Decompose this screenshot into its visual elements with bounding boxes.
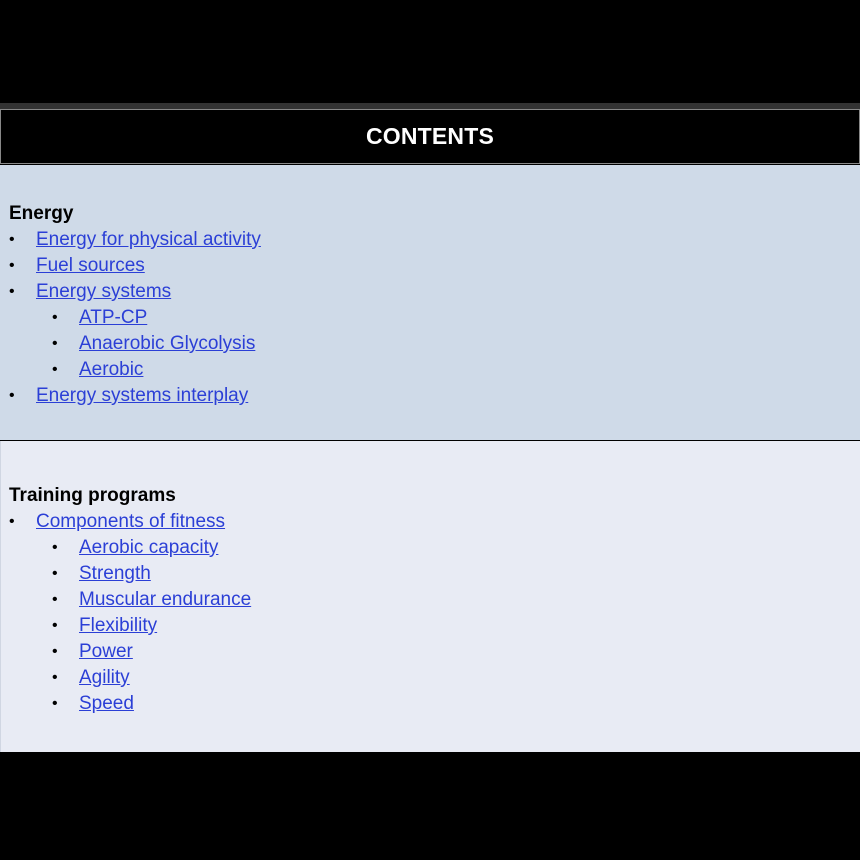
bullet-icon: • [9,387,15,404]
list-item [9,331,256,357]
bullet-icon: • [52,309,58,326]
bullet-icon: • [52,565,58,582]
section-training-programs [0,441,860,752]
bullet-icon: • [9,283,15,300]
bullet-icon: • [52,539,58,556]
bullet-icon: • [52,361,58,378]
section-energy [0,165,860,440]
bullet-icon: • [52,695,58,712]
link-agility[interactable]: Agility [79,667,130,688]
bullet-icon: • [52,669,58,686]
link-strength[interactable]: Strength [79,563,151,584]
section-title-training: Training programs [9,485,176,506]
link-energy-systems[interactable]: Energy systems [36,281,172,302]
bullet-icon: • [9,257,15,274]
list-item [9,639,176,665]
link-aerobic[interactable]: Aerobic [79,359,144,380]
list-item [9,691,176,717]
list-item [9,587,252,613]
bullet-icon: • [52,617,58,634]
bullet-icon: • [9,231,15,248]
list-item [9,509,226,535]
list-item [9,613,176,639]
list-item [9,561,176,587]
list-item [9,535,219,561]
link-anaerobic-glycolysis[interactable]: Anaerobic Glycolysis [79,333,256,354]
training-list [9,483,252,717]
list-item [9,383,249,409]
link-flexibility[interactable]: Flexibility [79,615,158,636]
bullet-icon: • [52,643,58,660]
section-title-energy: Energy [9,203,74,224]
list-item [9,357,144,383]
link-components-of-fitness[interactable]: Components of fitness [36,511,226,532]
contents-header [0,109,860,164]
link-muscular-endurance[interactable]: Muscular endurance [79,589,252,610]
bullet-icon: • [52,335,58,352]
bullet-icon: • [52,591,58,608]
list-item [9,227,261,253]
list-item [9,253,145,279]
link-power[interactable]: Power [79,641,133,662]
link-aerobic-capacity[interactable]: Aerobic capacity [79,537,219,558]
link-fuel-sources[interactable]: Fuel sources [36,255,145,276]
energy-list [9,201,261,409]
list-item [9,665,176,691]
list-item [9,305,148,331]
bullet-icon: • [9,513,15,530]
link-energy-systems-interplay[interactable]: Energy systems interplay [36,385,249,406]
link-atp-cp[interactable]: ATP-CP [79,307,148,328]
link-energy-for-physical-activity[interactable]: Energy for physical activity [36,229,261,250]
link-speed[interactable]: Speed [79,693,134,714]
list-item [9,279,172,305]
page-title: CONTENTS [365,123,495,149]
